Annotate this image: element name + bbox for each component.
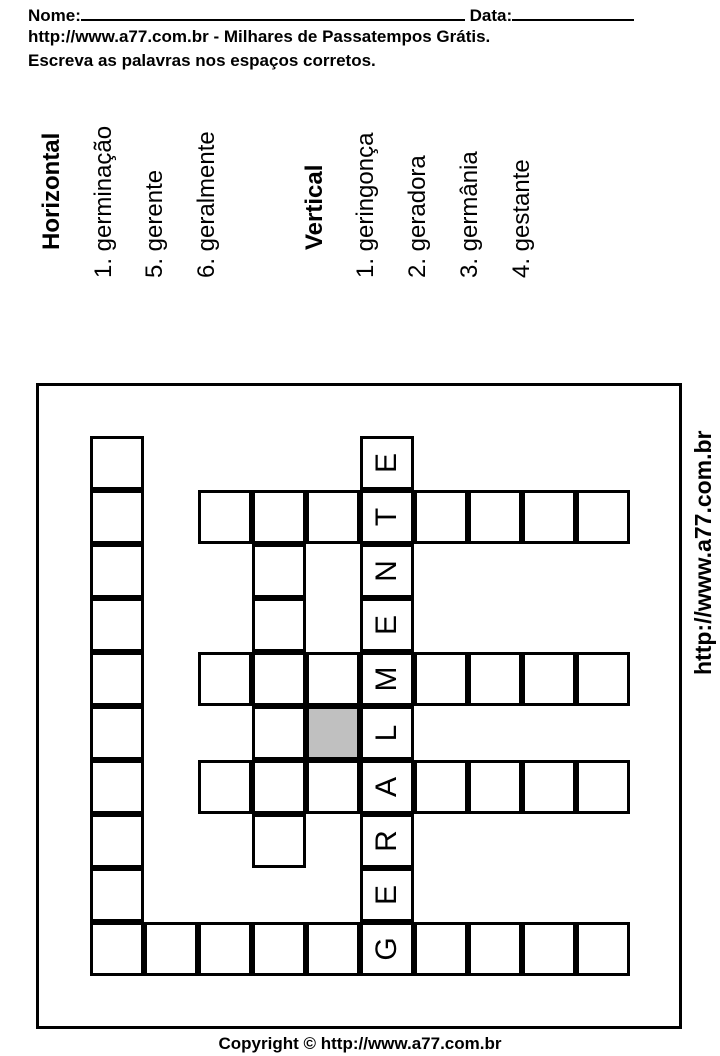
grid-cell-shaded	[306, 706, 360, 760]
solution-letter: G	[370, 937, 403, 961]
grid-cell[interactable]	[90, 652, 144, 706]
grid-cell[interactable]	[252, 760, 306, 814]
grid-cell[interactable]	[90, 544, 144, 598]
solution-letter: E	[370, 452, 403, 474]
date-field[interactable]	[512, 3, 634, 21]
vertical-clue-2: 2. geradora	[404, 155, 431, 278]
grid-cell[interactable]	[306, 652, 360, 706]
grid-cell[interactable]	[468, 760, 522, 814]
grid-cell[interactable]	[360, 490, 414, 544]
site-line: http://www.a77.com.br - Milhares de Passatempos Grátis.	[28, 27, 491, 46]
solution-letter: L	[370, 724, 403, 742]
grid-cell[interactable]	[360, 868, 414, 922]
grid-cell[interactable]	[360, 922, 414, 976]
grid-cell[interactable]	[252, 814, 306, 868]
grid-cell[interactable]	[252, 490, 306, 544]
grid-cell[interactable]	[360, 760, 414, 814]
solution-letter: M	[370, 666, 403, 692]
grid-cell[interactable]	[522, 760, 576, 814]
grid-cell[interactable]	[90, 490, 144, 544]
name-label: Nome:	[28, 6, 81, 25]
grid-cell[interactable]	[576, 922, 630, 976]
solution-letter: R	[370, 830, 403, 852]
vertical-clue-1: 1. geringonça	[352, 132, 379, 278]
date-label: Data:	[469, 6, 513, 25]
grid-cell[interactable]	[90, 706, 144, 760]
solution-letter: E	[370, 614, 403, 636]
grid-cell[interactable]	[252, 706, 306, 760]
header-name-date-line	[28, 3, 634, 26]
grid-cell[interactable]	[90, 868, 144, 922]
grid-cell[interactable]	[90, 814, 144, 868]
grid-cell[interactable]	[576, 490, 630, 544]
grid-cell[interactable]	[360, 706, 414, 760]
grid-cell[interactable]	[468, 652, 522, 706]
grid-cell[interactable]	[360, 436, 414, 490]
grid-cell[interactable]	[360, 814, 414, 868]
grid-cell[interactable]	[522, 490, 576, 544]
grid-cell[interactable]	[252, 922, 306, 976]
grid-cell[interactable]	[306, 922, 360, 976]
vertical-title: Vertical	[301, 164, 328, 250]
grid-cell[interactable]	[90, 760, 144, 814]
grid-cell[interactable]	[252, 544, 306, 598]
vertical-clue-4: 4. gestante	[508, 159, 535, 278]
grid-cell[interactable]	[90, 436, 144, 490]
grid-cell[interactable]	[414, 922, 468, 976]
grid-cell[interactable]	[198, 490, 252, 544]
grid-cell[interactable]	[522, 652, 576, 706]
grid-cell[interactable]	[252, 598, 306, 652]
instruction-text: Escreva as palavras nos espaços corretos.	[28, 51, 376, 70]
grid-cell[interactable]	[576, 760, 630, 814]
solution-letter: A	[370, 776, 403, 798]
horizontal-title: Horizontal	[38, 132, 65, 250]
grid-cell[interactable]	[198, 760, 252, 814]
grid-cell[interactable]	[144, 922, 198, 976]
horizontal-clue-5: 5. gerente	[141, 169, 168, 278]
grid-cell[interactable]	[252, 652, 306, 706]
solution-letter: T	[370, 507, 403, 527]
solution-letter: E	[370, 884, 403, 906]
grid-cell[interactable]	[414, 652, 468, 706]
grid-cell[interactable]	[306, 760, 360, 814]
grid-cell[interactable]	[414, 760, 468, 814]
grid-cell[interactable]	[414, 490, 468, 544]
horizontal-clue-1: 1. germinação	[90, 125, 117, 278]
grid-cell[interactable]	[360, 652, 414, 706]
grid-cell[interactable]	[576, 652, 630, 706]
vertical-clue-3: 3. germânia	[456, 151, 483, 278]
grid-cell[interactable]	[360, 598, 414, 652]
grid-cell[interactable]	[360, 544, 414, 598]
grid-cell[interactable]	[522, 922, 576, 976]
grid-cell[interactable]	[468, 922, 522, 976]
solution-letter: N	[370, 560, 403, 582]
grid-cell[interactable]	[90, 922, 144, 976]
grid-cell[interactable]	[468, 490, 522, 544]
grid-cell[interactable]	[306, 490, 360, 544]
grid-cell[interactable]	[90, 598, 144, 652]
footer-copyright: Copyright © http://www.a77.com.br	[218, 1034, 502, 1053]
grid-cell[interactable]	[198, 652, 252, 706]
name-field[interactable]	[81, 3, 465, 21]
horizontal-clue-6: 6. geralmente	[193, 131, 220, 278]
grid-cell[interactable]	[198, 922, 252, 976]
side-url: http://www.a77.com.br	[690, 430, 716, 675]
